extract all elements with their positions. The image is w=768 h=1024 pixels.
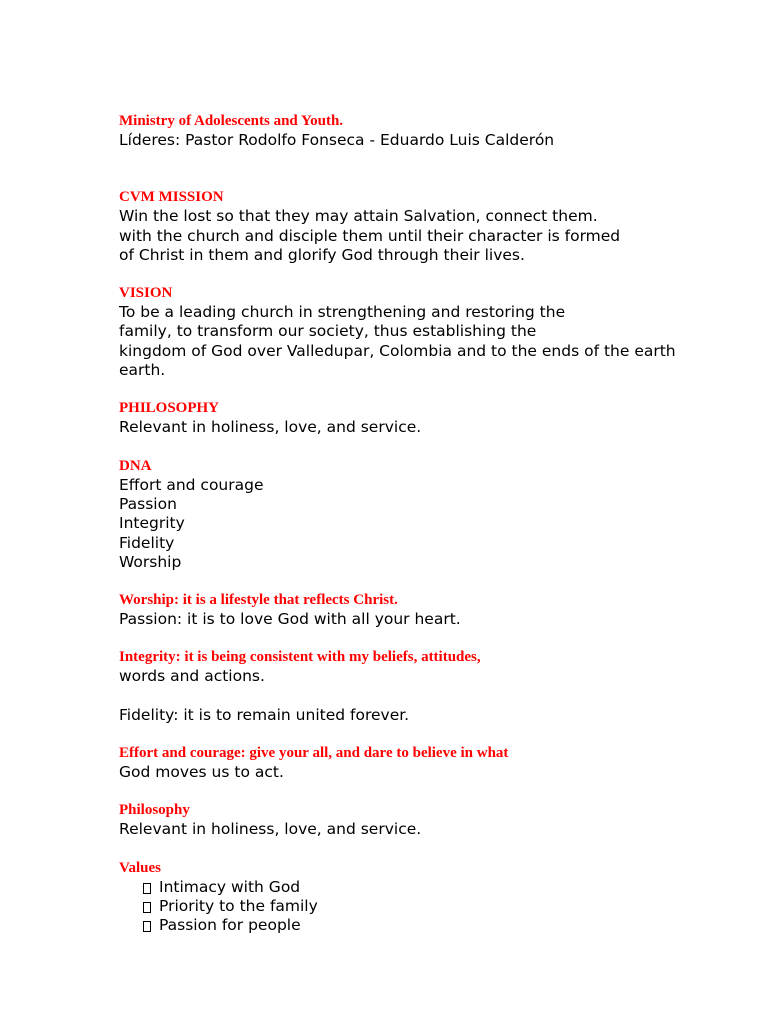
mission-line: of Christ in them and glorify God through their lives.	[119, 245, 525, 264]
mission-heading: CVM MISSION	[119, 189, 224, 206]
values-item-label: Priority to the family	[159, 896, 318, 915]
values-heading: Values	[119, 859, 161, 876]
checkbox-square-icon	[143, 902, 151, 913]
philosophy-heading: PHILOSOPHY	[119, 400, 220, 417]
dna-item: Fidelity	[119, 533, 175, 552]
integrity-heading: Integrity: it is being consistent with my beliefs, attitudes,	[119, 649, 481, 666]
dna-item: Integrity	[119, 514, 185, 533]
integrity-text: words and actions.	[119, 667, 265, 686]
values-item	[119, 897, 739, 916]
dna-heading: DNA	[119, 457, 152, 474]
philosophy-2-heading: Philosophy	[119, 802, 190, 819]
vision-heading: VISION	[119, 285, 173, 302]
passion-text: Passion: it is to love God with all your heart.	[119, 610, 461, 629]
philosophy-2-text: Relevant in holiness, love, and service.	[119, 820, 422, 839]
vision-line: kingdom of God over Valledupar, Colombia and to the ends of the earth	[119, 341, 676, 360]
vision-line: earth.	[119, 361, 166, 380]
philosophy-text: Relevant in holiness, love, and service.	[119, 418, 422, 437]
values-item	[119, 916, 739, 935]
values-item	[119, 878, 739, 897]
checkbox-square-icon	[143, 921, 151, 932]
ministry-title: Ministry of Adolescents and Youth.	[119, 113, 344, 129]
mission-line: Win the lost so that they may attain Salvation, connect them.	[119, 207, 598, 226]
fidelity-text: Fidelity: it is to remain united forever.	[119, 705, 410, 724]
vision-line: To be a leading church in strengthening and restoring the	[119, 303, 566, 322]
checkbox-square-icon	[143, 883, 151, 894]
worship-heading: Worship: it is a lifestyle that reflects Christ.	[119, 592, 398, 609]
dna-item: Effort and courage	[119, 475, 264, 494]
values-item-label: Passion for people	[159, 916, 301, 935]
mission-line: with the church and disciple them until their character is formed	[119, 226, 621, 245]
values-item-label: Intimacy with God	[159, 877, 301, 896]
leaders-line: Líderes: Pastor Rodolfo Fonseca - Eduardo Luis Calderón	[119, 131, 555, 149]
effort-heading: Effort and courage: give your all, and dare to believe in what	[119, 745, 509, 762]
document-page	[119, 112, 739, 936]
dna-item: Passion	[119, 494, 177, 513]
dna-item: Worship	[119, 552, 182, 571]
vision-line: family, to transform our society, thus establishing the	[119, 322, 537, 341]
effort-text: God moves us to act.	[119, 763, 284, 782]
